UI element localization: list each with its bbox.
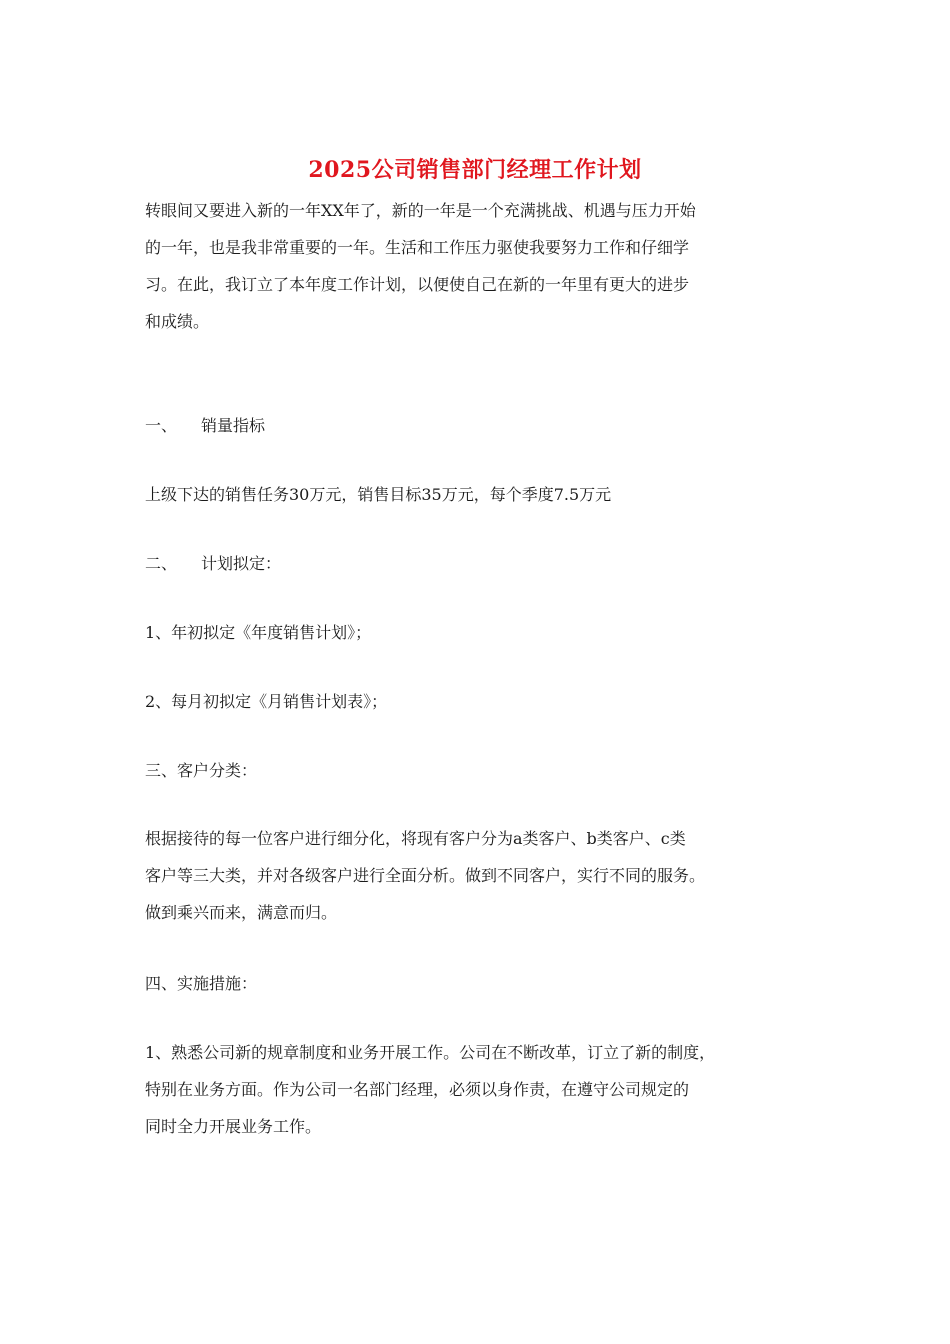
section-2-item-2: [145, 683, 815, 720]
intro-line: 和成绩。: [145, 312, 210, 331]
list-item: 1、年初拟定《年度销售计划》；: [145, 623, 372, 642]
intro-line: 习。在此，我订立了本年度工作计划，以便使自己在新的一年里有更大的进步: [145, 275, 690, 294]
section-1-title: 销量指标: [201, 416, 266, 435]
section-4-heading: [145, 965, 815, 1002]
intro-paragraph: [145, 192, 815, 340]
intro-line: 转眼间又要进入新的一年XX年了，新的一年是一个充满挑战、机遇与压力开始: [145, 201, 696, 220]
section-3-line: 客户等三大类，并对各级客户进行全面分析。做到不同客户，实行不同的服务。: [145, 866, 706, 885]
section-1-number: 一、: [145, 416, 178, 435]
list-item: 2、每月初拟定《月销售计划表》；: [145, 692, 388, 711]
section-4-line: 1、熟悉公司新的规章制度和业务开展工作。公司在不断改革，订立了新的制度，: [145, 1043, 716, 1062]
section-4-line: 同时全力开展业务工作。: [145, 1117, 322, 1136]
section-3-line: 做到乘兴而来，满意而归。: [145, 903, 338, 922]
section-3-title: 三、客户分类：: [145, 761, 258, 780]
intro-line: 的一年，也是我非常重要的一年。生活和工作压力驱使我要努力工作和仔细学: [145, 238, 690, 257]
section-4-title: 四、实施措施：: [145, 974, 258, 993]
page-title: 2025公司销售部门经理工作计划: [308, 157, 642, 183]
section-2-number: 二、: [145, 554, 178, 573]
section-3-heading: [145, 752, 815, 789]
section-4-line: 特别在业务方面。作为公司一名部门经理，必须以身作责，在遵守公司规定的: [145, 1080, 690, 1099]
section-4-item-1: [145, 1034, 815, 1145]
section-3-line: 根据接待的每一位客户进行细分化，将现有客户分为a类客户、b类客户、c类: [145, 829, 686, 848]
section-2-heading: [145, 545, 815, 582]
section-2-title: 计划拟定：: [201, 554, 282, 573]
section-1-body: [145, 476, 815, 513]
section-1-heading: [145, 407, 815, 444]
section-3-body: [145, 820, 815, 931]
section-2-item-1: [145, 614, 815, 651]
section-1-text: 上级下达的销售任务30万元，销售目标35万元，每个季度7.5万元: [145, 485, 612, 504]
